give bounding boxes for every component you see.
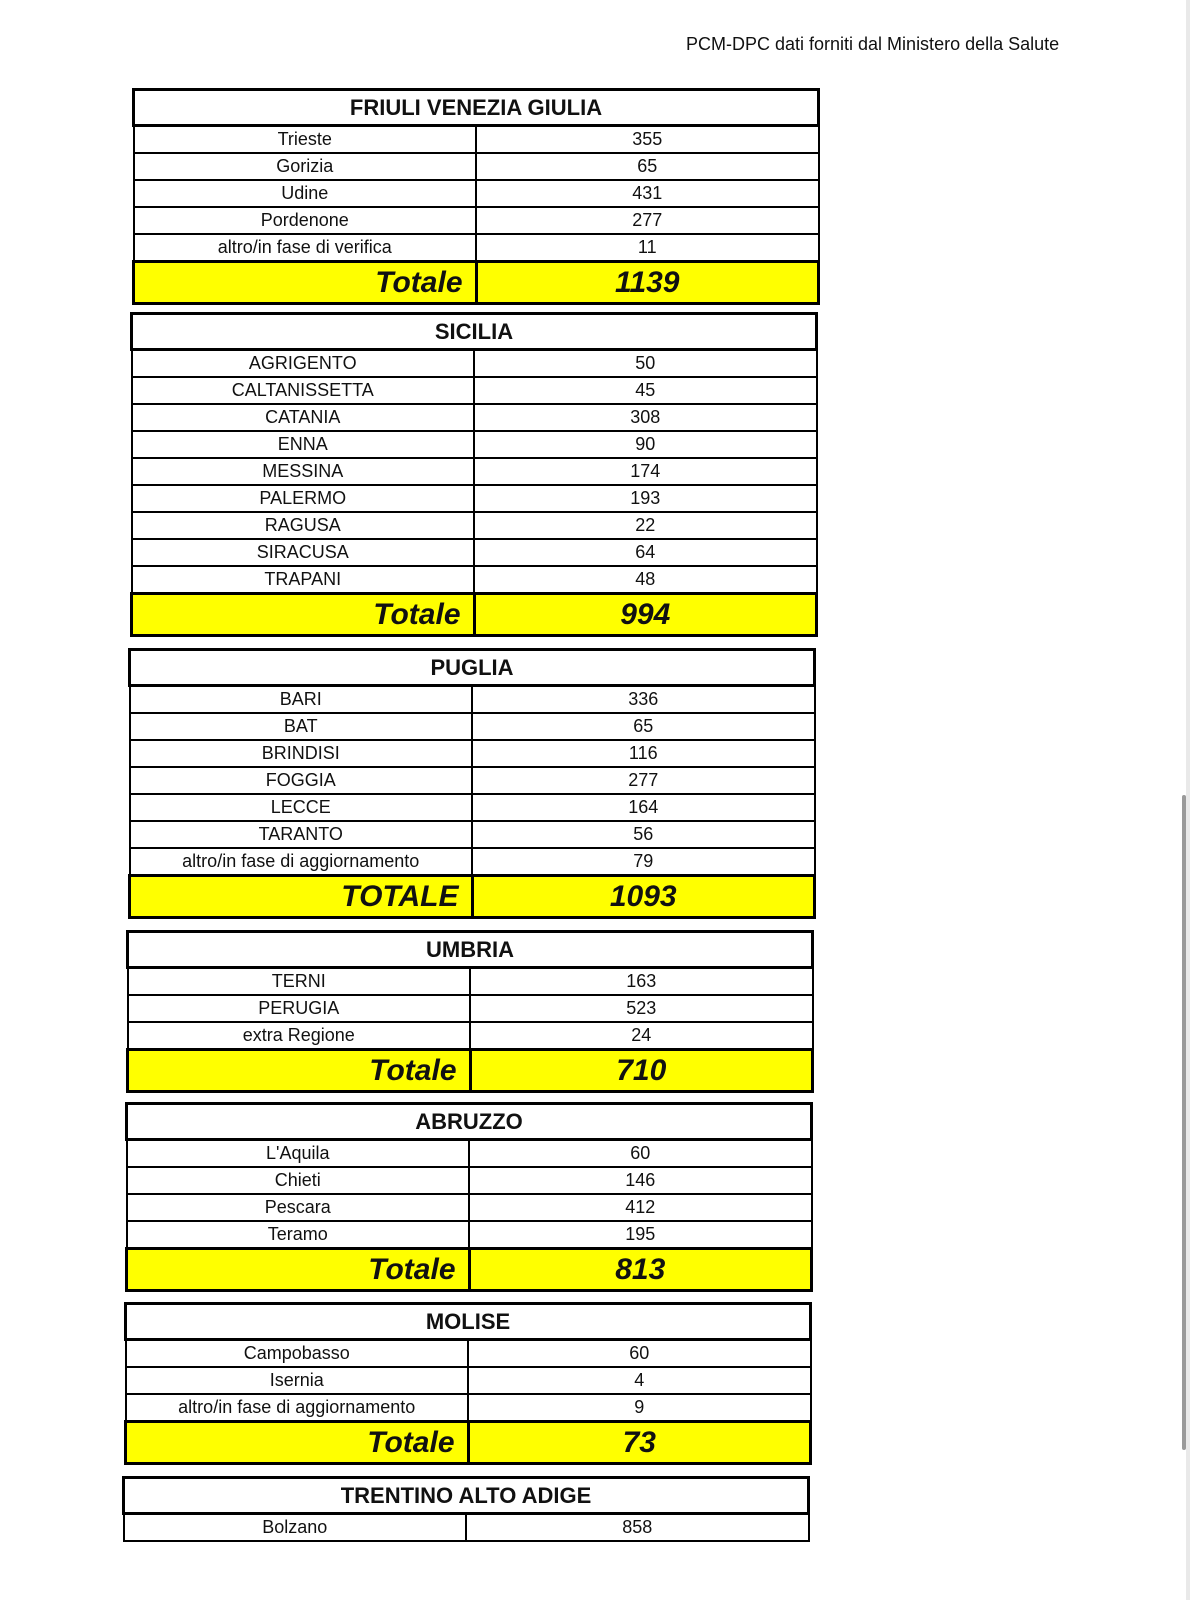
table-row	[126, 1340, 811, 1368]
table-row	[130, 713, 815, 740]
row-value: 60	[468, 1340, 811, 1368]
table-row	[132, 566, 817, 594]
region-puglia	[128, 648, 816, 919]
row-value: 277	[472, 767, 815, 794]
table-row	[127, 1194, 812, 1221]
row-value: 174	[474, 458, 817, 485]
row-value: 523	[470, 995, 813, 1022]
region-title: FRIULI VENEZIA GIULIA	[134, 90, 819, 126]
region-title: TRENTINO ALTO ADIGE	[124, 1478, 809, 1514]
row-label: extra Regione	[128, 1022, 471, 1050]
row-label: LECCE	[130, 794, 473, 821]
row-value: 56	[472, 821, 815, 848]
row-value: 48	[474, 566, 817, 594]
row-value: 163	[470, 968, 813, 996]
total-row	[132, 594, 817, 636]
row-value: 277	[476, 207, 819, 234]
row-value: 64	[474, 539, 817, 566]
source-note: PCM-DPC dati forniti dal Ministero della Salute	[686, 34, 1060, 54]
row-label: altro/in fase di verifica	[134, 234, 477, 262]
total-value: 1093	[472, 876, 815, 918]
table-row	[132, 539, 817, 566]
row-value: 336	[472, 686, 815, 714]
row-label: altro/in fase di aggiornamento	[126, 1394, 469, 1422]
row-label: RAGUSA	[132, 512, 475, 539]
row-label: TARANTO	[130, 821, 473, 848]
row-value: 50	[474, 350, 817, 378]
table-row	[126, 1367, 811, 1394]
total-row	[130, 876, 815, 918]
region-sicilia	[130, 312, 818, 637]
row-label: BAT	[130, 713, 473, 740]
row-label: SIRACUSA	[132, 539, 475, 566]
region-title: SICILIA	[132, 314, 817, 350]
total-row	[126, 1422, 811, 1464]
row-value: 146	[469, 1167, 812, 1194]
row-label: Gorizia	[134, 153, 477, 180]
total-label: TOTALE	[130, 876, 473, 918]
table-row	[134, 180, 819, 207]
total-label: Totale	[132, 594, 475, 636]
row-label: CATANIA	[132, 404, 475, 431]
region-title: UMBRIA	[128, 932, 813, 968]
row-label: Isernia	[126, 1367, 469, 1394]
row-label: CALTANISSETTA	[132, 377, 475, 404]
table-row	[132, 431, 817, 458]
row-value: 431	[476, 180, 819, 207]
region-abruzzo	[125, 1102, 813, 1292]
table-row	[134, 126, 819, 154]
table-row	[130, 740, 815, 767]
total-row	[127, 1249, 812, 1291]
row-value: 355	[476, 126, 819, 154]
row-value: 9	[468, 1394, 811, 1422]
row-label: Pescara	[127, 1194, 470, 1221]
total-value: 994	[474, 594, 817, 636]
table-row	[128, 968, 813, 996]
row-value: 193	[474, 485, 817, 512]
table-row	[130, 821, 815, 848]
row-label: Udine	[134, 180, 477, 207]
scrollbar-thumb[interactable]	[1182, 795, 1186, 1450]
table-row	[128, 1022, 813, 1050]
row-label: ENNA	[132, 431, 475, 458]
row-value: 60	[469, 1140, 812, 1168]
region-title: ABRUZZO	[127, 1104, 812, 1140]
table-row	[134, 234, 819, 262]
total-label: Totale	[127, 1249, 470, 1291]
row-label: FOGGIA	[130, 767, 473, 794]
row-label: PALERMO	[132, 485, 475, 512]
row-value: 90	[474, 431, 817, 458]
row-value: 65	[476, 153, 819, 180]
total-value: 710	[470, 1050, 813, 1092]
table-row	[132, 404, 817, 431]
row-value: 164	[472, 794, 815, 821]
row-value: 22	[474, 512, 817, 539]
table-row	[132, 485, 817, 512]
table-row	[127, 1167, 812, 1194]
table-row	[132, 512, 817, 539]
row-label: TRAPANI	[132, 566, 475, 594]
total-label: Totale	[128, 1050, 471, 1092]
row-label: AGRIGENTO	[132, 350, 475, 378]
region-umbria	[126, 930, 814, 1093]
row-value: 11	[476, 234, 819, 262]
row-value: 858	[466, 1514, 809, 1542]
table-row	[134, 153, 819, 180]
table-row	[128, 995, 813, 1022]
total-label: Totale	[134, 262, 477, 304]
row-value: 24	[470, 1022, 813, 1050]
row-value: 65	[472, 713, 815, 740]
table-row	[127, 1221, 812, 1249]
table-row	[132, 350, 817, 378]
row-value: 116	[472, 740, 815, 767]
row-label: MESSINA	[132, 458, 475, 485]
total-value: 1139	[476, 262, 819, 304]
table-row	[130, 767, 815, 794]
row-label: BARI	[130, 686, 473, 714]
row-value: 412	[469, 1194, 812, 1221]
row-label: Pordenone	[134, 207, 477, 234]
row-label: Trieste	[134, 126, 477, 154]
row-label: BRINDISI	[130, 740, 473, 767]
table-row	[132, 458, 817, 485]
total-row	[128, 1050, 813, 1092]
region-molise	[124, 1302, 812, 1465]
region-title: MOLISE	[126, 1304, 811, 1340]
total-row	[134, 262, 819, 304]
total-value: 73	[468, 1422, 811, 1464]
table-row	[126, 1394, 811, 1422]
row-label: Bolzano	[124, 1514, 467, 1542]
row-value: 45	[474, 377, 817, 404]
table-row	[132, 377, 817, 404]
row-label: Teramo	[127, 1221, 470, 1249]
region-trentino-alto-adige	[122, 1476, 810, 1542]
table-row	[127, 1140, 812, 1168]
table-row	[130, 848, 815, 876]
page-edge	[1186, 0, 1190, 1600]
row-value: 4	[468, 1367, 811, 1394]
row-value: 195	[469, 1221, 812, 1249]
row-label: TERNI	[128, 968, 471, 996]
total-value: 813	[469, 1249, 812, 1291]
row-value: 308	[474, 404, 817, 431]
table-row	[134, 207, 819, 234]
table-row	[124, 1514, 809, 1542]
table-row	[130, 794, 815, 821]
row-label: Campobasso	[126, 1340, 469, 1368]
region-friuli-venezia-giulia	[132, 88, 820, 305]
row-label: altro/in fase di aggiornamento	[130, 848, 473, 876]
region-title: PUGLIA	[130, 650, 815, 686]
row-value: 79	[472, 848, 815, 876]
row-label: L'Aquila	[127, 1140, 470, 1168]
row-label: PERUGIA	[128, 995, 471, 1022]
table-row	[130, 686, 815, 714]
row-label: Chieti	[127, 1167, 470, 1194]
total-label: Totale	[126, 1422, 469, 1464]
